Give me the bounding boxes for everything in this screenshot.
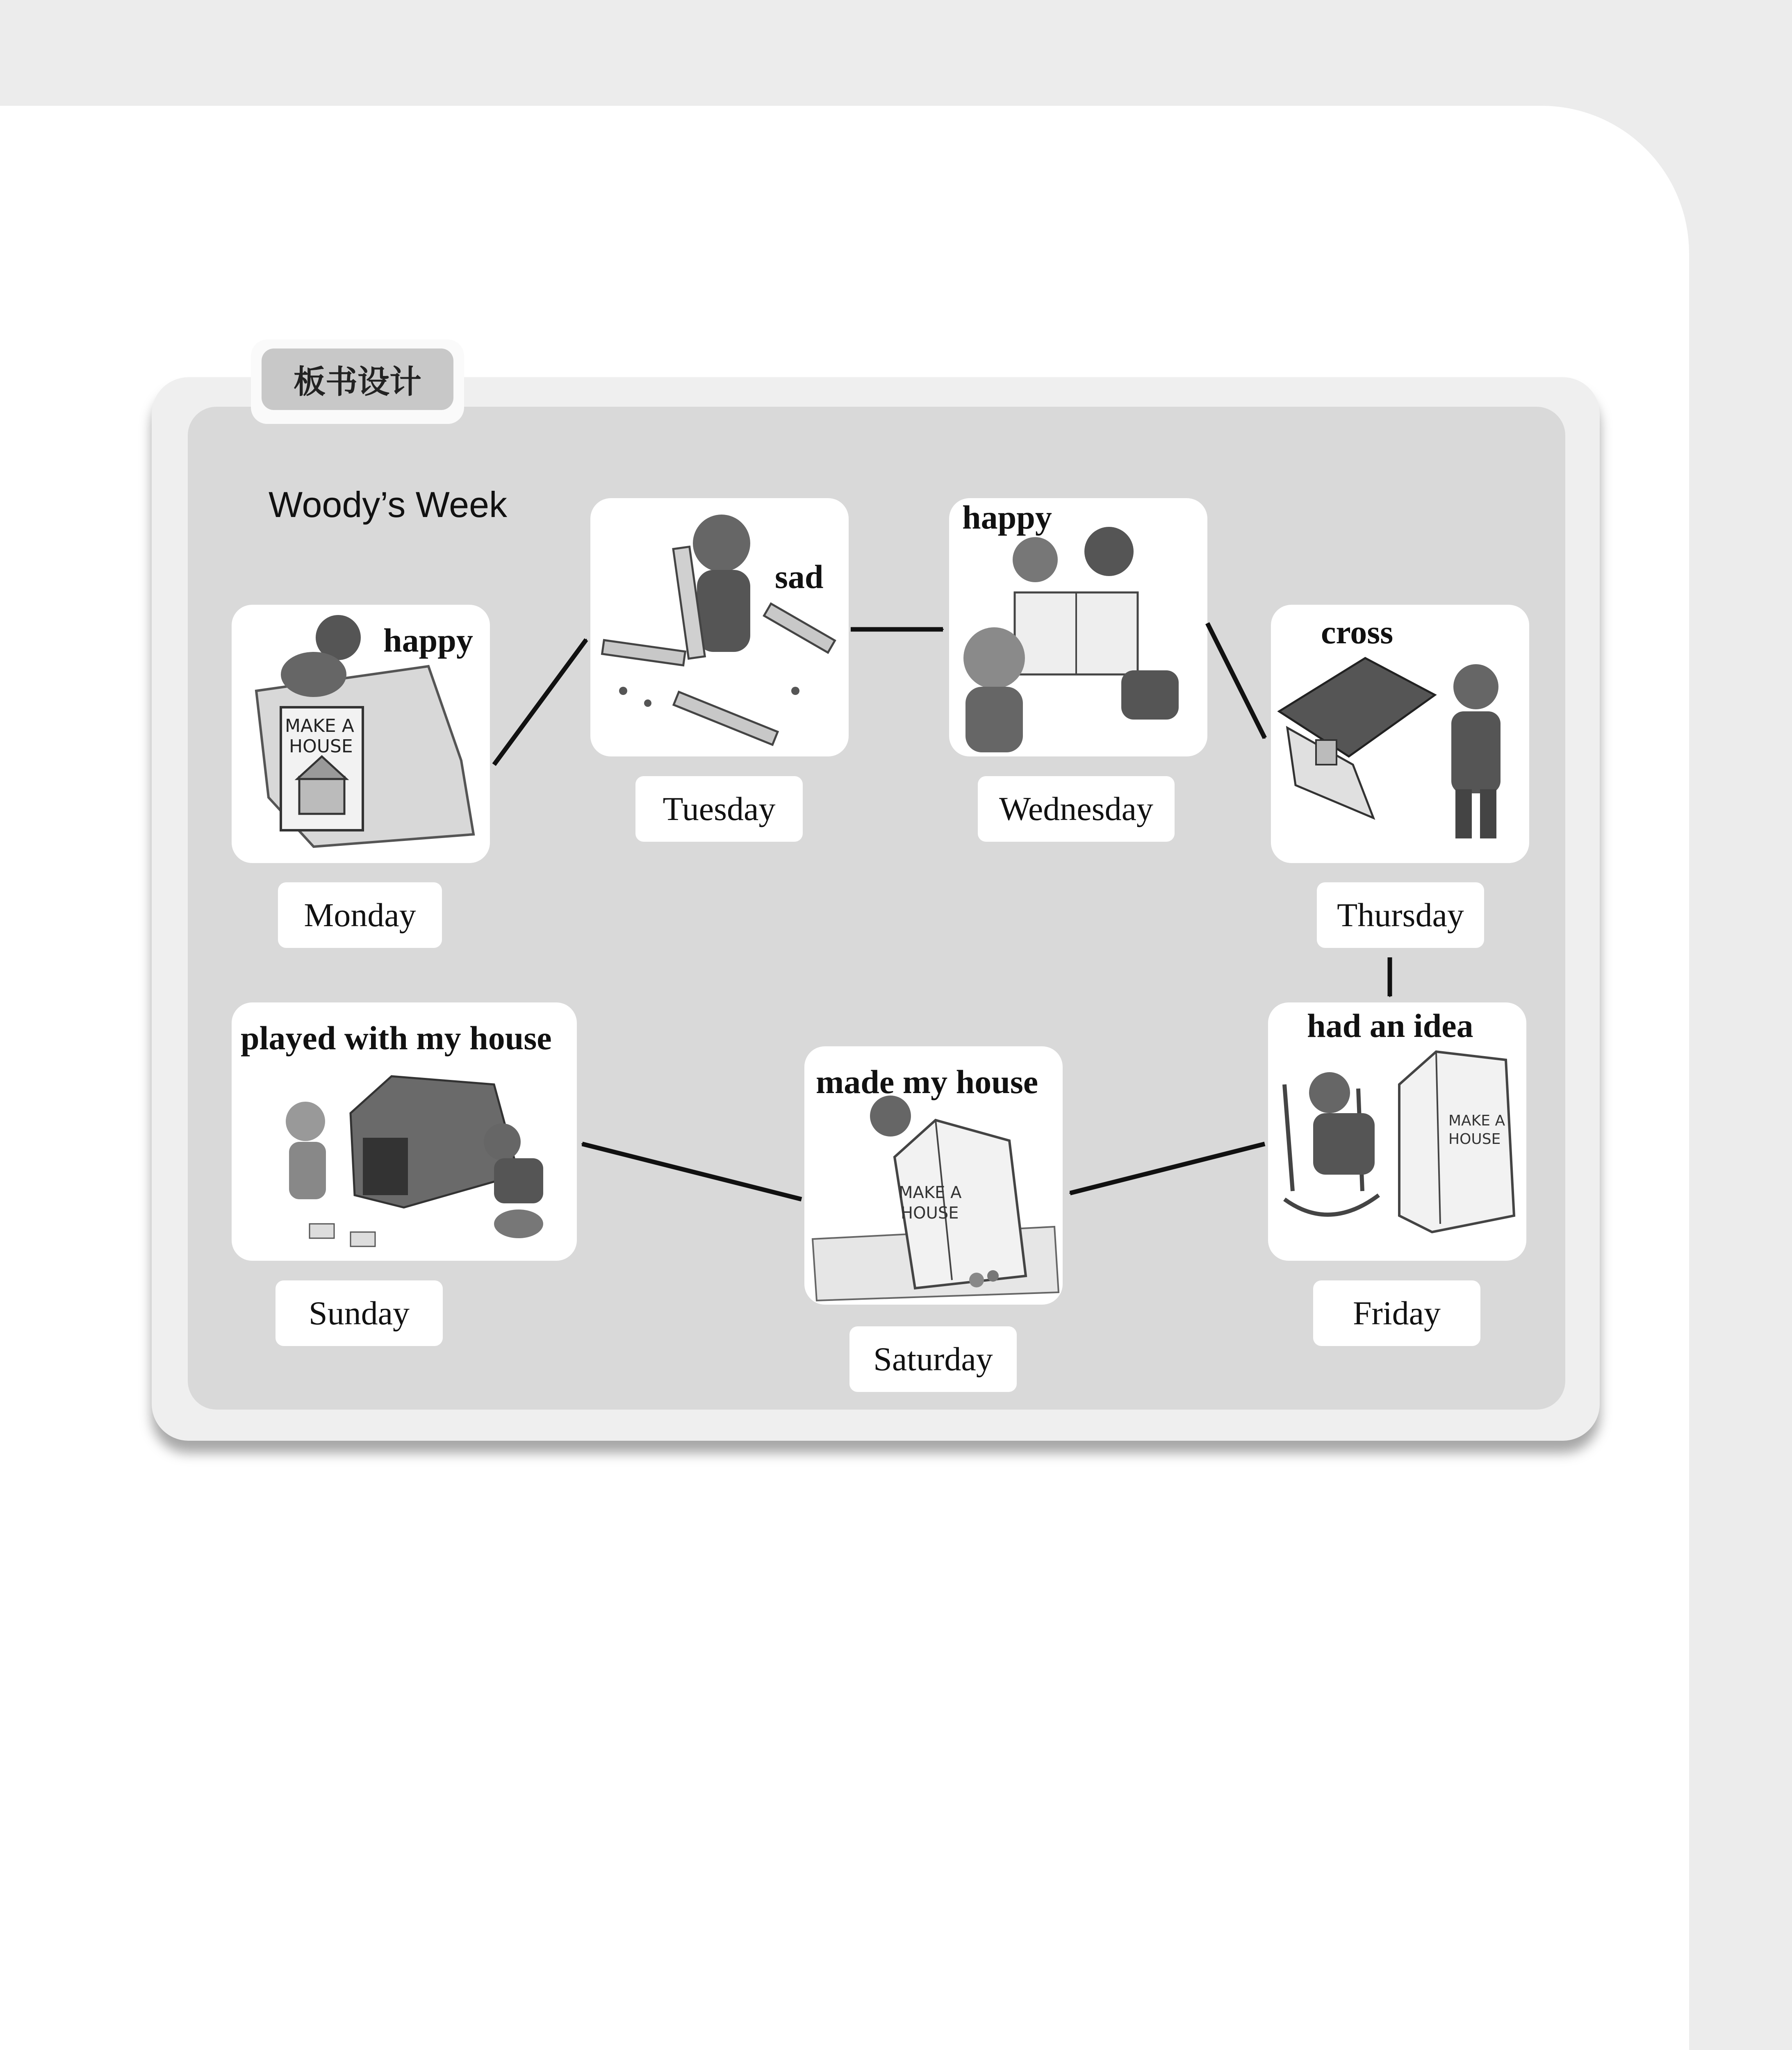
arrow-wednesday-thursday xyxy=(1207,623,1265,738)
wednesday-caption: happy xyxy=(962,499,1052,536)
thursday-caption: cross xyxy=(1321,613,1394,651)
saturday-box-text-1: MAKE A xyxy=(899,1183,962,1202)
wednesday-label: Wednesday xyxy=(978,776,1175,842)
tuesday-caption: sad xyxy=(775,558,824,595)
saturday-box-text-2: HOUSE xyxy=(901,1204,959,1223)
monday-label: Monday xyxy=(278,882,442,948)
thursday-label: Thursday xyxy=(1317,882,1484,948)
arrow-friday-saturday xyxy=(1070,1144,1265,1193)
board-title: Woody’s Week xyxy=(269,484,508,525)
tuesday-label: Tuesday xyxy=(635,776,803,842)
friday-label: Friday xyxy=(1313,1280,1480,1346)
friday-box-text-2: HOUSE xyxy=(1448,1131,1501,1148)
sunday-label: Sunday xyxy=(276,1280,443,1346)
friday-box-text-1: MAKE A xyxy=(1448,1112,1505,1129)
monday-caption: happy xyxy=(383,622,473,659)
sunday-caption: played with my house xyxy=(241,1019,552,1057)
section-tab-label: 板书设计 xyxy=(262,348,453,410)
arrow-monday-tuesday xyxy=(494,640,586,765)
arrow-saturday-sunday xyxy=(582,1144,802,1199)
saturday-label: Saturday xyxy=(849,1326,1017,1392)
friday-caption: had an idea xyxy=(1307,1007,1473,1044)
monday-box-text-2: HOUSE xyxy=(289,736,353,757)
monday-box-text-1: MAKE A xyxy=(285,715,354,736)
saturday-caption: made my house xyxy=(816,1063,1038,1100)
